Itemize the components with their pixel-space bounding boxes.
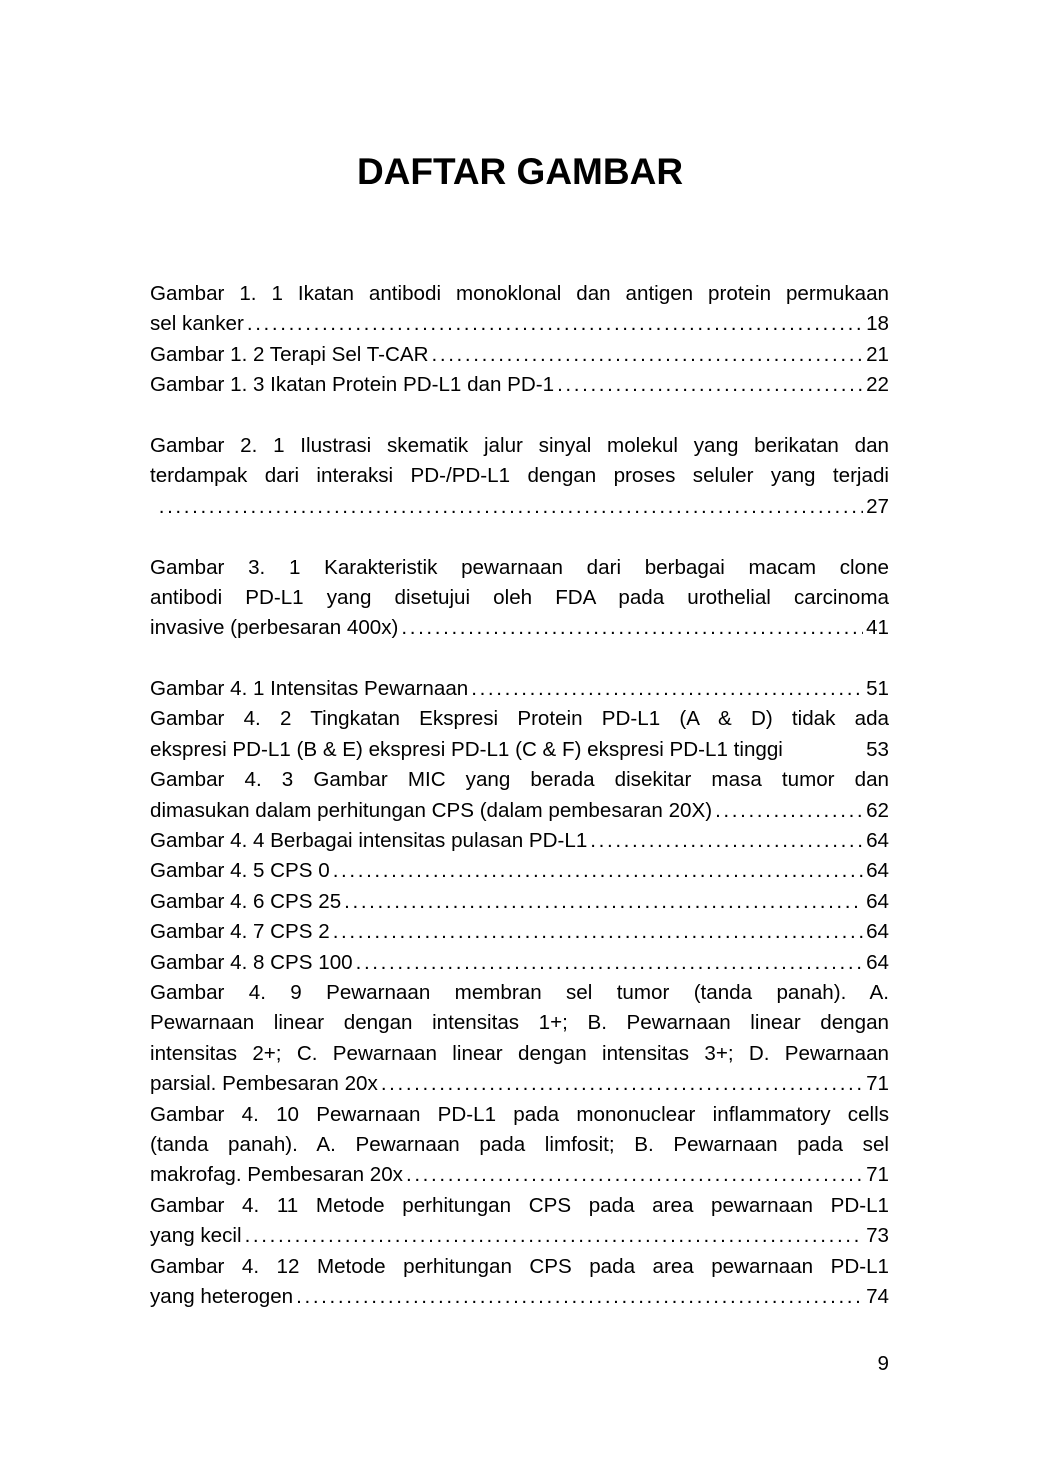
- figure-page-number: 64: [866, 859, 889, 883]
- figure-page-number: 53: [866, 737, 889, 761]
- figure-caption-final-line: [150, 1069, 889, 1099]
- figure-entry[interactable]: [150, 279, 889, 340]
- figure-caption-text: Gambar 1. 3 Ikatan Protein PD-L1 dan PD-1: [150, 373, 555, 397]
- figure-entry[interactable]: [150, 370, 889, 400]
- figure-entry[interactable]: [150, 1100, 889, 1191]
- dot-leader: [715, 796, 863, 826]
- figure-page-number: 64: [866, 889, 889, 913]
- dot-leader: [557, 370, 863, 400]
- figure-entry[interactable]: [150, 856, 889, 886]
- figure-caption-text: Gambar 4. 8 CPS 100: [150, 950, 353, 974]
- dot-leader: [333, 856, 863, 886]
- figure-caption-final-line: [150, 1160, 889, 1190]
- dot-leader: [356, 948, 863, 978]
- figure-caption-final-line: [150, 735, 889, 765]
- figure-caption-line: Gambar 4. 12 Metode perhitungan CPS pada area pewarnaan PD-L1: [150, 1254, 889, 1278]
- figure-caption-line: Gambar 4. 9 Pewarnaan membran sel tumor (tanda panah). A.: [150, 980, 889, 1004]
- figure-group: [150, 674, 889, 1312]
- figure-entry[interactable]: [150, 887, 889, 917]
- figure-caption-line: Pewarnaan linear dengan intensitas 1+; B. Pewarnaan linear dengan: [150, 1011, 889, 1035]
- dot-leader: [247, 309, 863, 339]
- dot-leader: [406, 1160, 863, 1190]
- figure-page-number: 21: [866, 342, 889, 366]
- figure-caption-text: yang kecil: [150, 1224, 242, 1248]
- dot-leader: [381, 1069, 863, 1099]
- figure-caption-line: Gambar 2. 1 Ilustrasi skematik jalur sinyal molekul yang berikatan dan: [150, 433, 889, 457]
- figure-entry[interactable]: [150, 826, 889, 856]
- figure-caption-final-line: [150, 492, 889, 522]
- figure-entry[interactable]: [150, 917, 889, 947]
- figure-caption-line: Gambar 4. 3 Gambar MIC yang berada disekitar masa tumor dan: [150, 768, 889, 792]
- figure-entry[interactable]: [150, 431, 889, 522]
- figure-caption-final-line: [150, 1221, 889, 1251]
- figure-entry[interactable]: [150, 340, 889, 370]
- figure-caption-final-line: [150, 826, 889, 856]
- figure-caption-final-line: [150, 613, 889, 643]
- figure-entry[interactable]: [150, 765, 889, 826]
- figure-caption-line: (tanda panah). A. Pewarnaan pada limfosit; B. Pewarnaan pada sel: [150, 1132, 889, 1156]
- figure-page-number: 64: [866, 950, 889, 974]
- figure-caption-text: Gambar 4. 4 Berbagai intensitas pulasan PD-L1: [150, 829, 588, 853]
- figure-caption-text: parsial. Pembesaran 20x: [150, 1072, 378, 1096]
- dot-leader: [401, 613, 863, 643]
- figure-caption-final-line: [150, 340, 889, 370]
- figure-group: [150, 553, 889, 644]
- figure-caption-text: makrofag. Pembesaran 20x: [150, 1163, 403, 1187]
- figure-caption-final-line: [150, 948, 889, 978]
- figure-caption-text: invasive (perbesaran 400x): [150, 616, 399, 640]
- figure-entry[interactable]: [150, 674, 889, 704]
- figure-page-number: 71: [866, 1163, 889, 1187]
- figure-caption-final-line: [150, 796, 889, 826]
- figure-group: [150, 279, 889, 401]
- figure-entry[interactable]: [150, 978, 889, 1100]
- figure-page-number: 41: [866, 616, 889, 640]
- figure-caption-text: yang heterogen: [150, 1284, 294, 1308]
- figure-caption-line: Gambar 3. 1 Karakteristik pewarnaan dari berbagai macam clone: [150, 555, 889, 579]
- dot-leader: [333, 917, 863, 947]
- figure-page-number: 71: [866, 1072, 889, 1096]
- figure-page-number: 18: [866, 312, 889, 336]
- figure-entry[interactable]: [150, 704, 889, 765]
- figure-caption-text: Gambar 4. 6 CPS 25: [150, 889, 342, 913]
- figure-entry[interactable]: [150, 1191, 889, 1252]
- dot-leader: [432, 340, 864, 370]
- figure-page-number: 62: [866, 798, 889, 822]
- figure-caption-final-line: [150, 917, 889, 947]
- figure-caption-final-line: [150, 674, 889, 704]
- dot-leader: [471, 674, 863, 704]
- figure-caption-final-line: [150, 370, 889, 400]
- figure-caption-line: Gambar 4. 10 Pewarnaan PD-L1 pada mononuclear inflammatory cells: [150, 1102, 889, 1126]
- figure-caption-text: Gambar 4. 1 Intensitas Pewarnaan: [150, 677, 469, 701]
- figure-caption-line: Gambar 4. 11 Metode perhitungan CPS pada area pewarnaan PD-L1: [150, 1193, 889, 1217]
- figure-caption-line: Gambar 4. 2 Tingkatan Ekspresi Protein PD-L1 (A & D) tidak ada: [150, 707, 889, 731]
- figure-caption-line: intensitas 2+; C. Pewarnaan linear dengan intensitas 3+; D. Pewarnaan: [150, 1041, 889, 1065]
- figure-caption-text: ekspresi PD-L1 (B & E) ekspresi PD-L1 (C & F) ekspresi PD-L1 tinggi: [150, 737, 783, 761]
- figure-list: [150, 279, 889, 1343]
- figure-entry[interactable]: [150, 948, 889, 978]
- figure-page-number: 27: [866, 494, 889, 518]
- figure-entry[interactable]: [150, 553, 889, 644]
- dot-leader: [159, 492, 863, 522]
- figure-caption-text: [150, 492, 156, 522]
- figure-caption-text: sel kanker: [150, 312, 244, 336]
- figure-caption-text: Gambar 4. 5 CPS 0: [150, 859, 330, 883]
- page-title: DAFTAR GAMBAR: [356, 151, 684, 192]
- dot-leader: [590, 826, 863, 856]
- figure-caption-text: Gambar 1. 2 Terapi Sel T-CAR: [150, 342, 429, 366]
- figure-page-number: 73: [866, 1224, 889, 1248]
- figure-page-number: 51: [866, 677, 889, 701]
- figure-page-number: 64: [866, 920, 889, 944]
- figure-caption-final-line: [150, 309, 889, 339]
- figure-page-number: 22: [866, 373, 889, 397]
- figure-caption-final-line: [150, 856, 889, 886]
- figure-caption-text: dimasukan dalam perhitungan CPS (dalam pembesaran 20X): [150, 798, 713, 822]
- dot-leader: [296, 1282, 863, 1312]
- dot-leader: [344, 887, 863, 917]
- dot-leader: [245, 1221, 864, 1251]
- figure-caption-line: Gambar 1. 1 Ikatan antibodi monoklonal dan antigen protein permukaan: [150, 282, 889, 305]
- page-number: 9: [877, 1352, 889, 1375]
- figure-caption-line: antibodi PD-L1 yang disetujui oleh FDA pada urothelial carcinoma: [150, 585, 889, 609]
- figure-caption-final-line: [150, 1282, 889, 1312]
- figure-caption-final-line: [150, 887, 889, 917]
- figure-caption-text: Gambar 4. 7 CPS 2: [150, 920, 330, 944]
- figure-group: [150, 431, 889, 522]
- figure-page-number: 74: [866, 1284, 889, 1308]
- figure-entry[interactable]: [150, 1252, 889, 1313]
- figure-page-number: 64: [866, 829, 889, 853]
- figure-caption-line: terdampak dari interaksi PD-/PD-L1 dengan proses seluler yang terjadi: [150, 464, 889, 488]
